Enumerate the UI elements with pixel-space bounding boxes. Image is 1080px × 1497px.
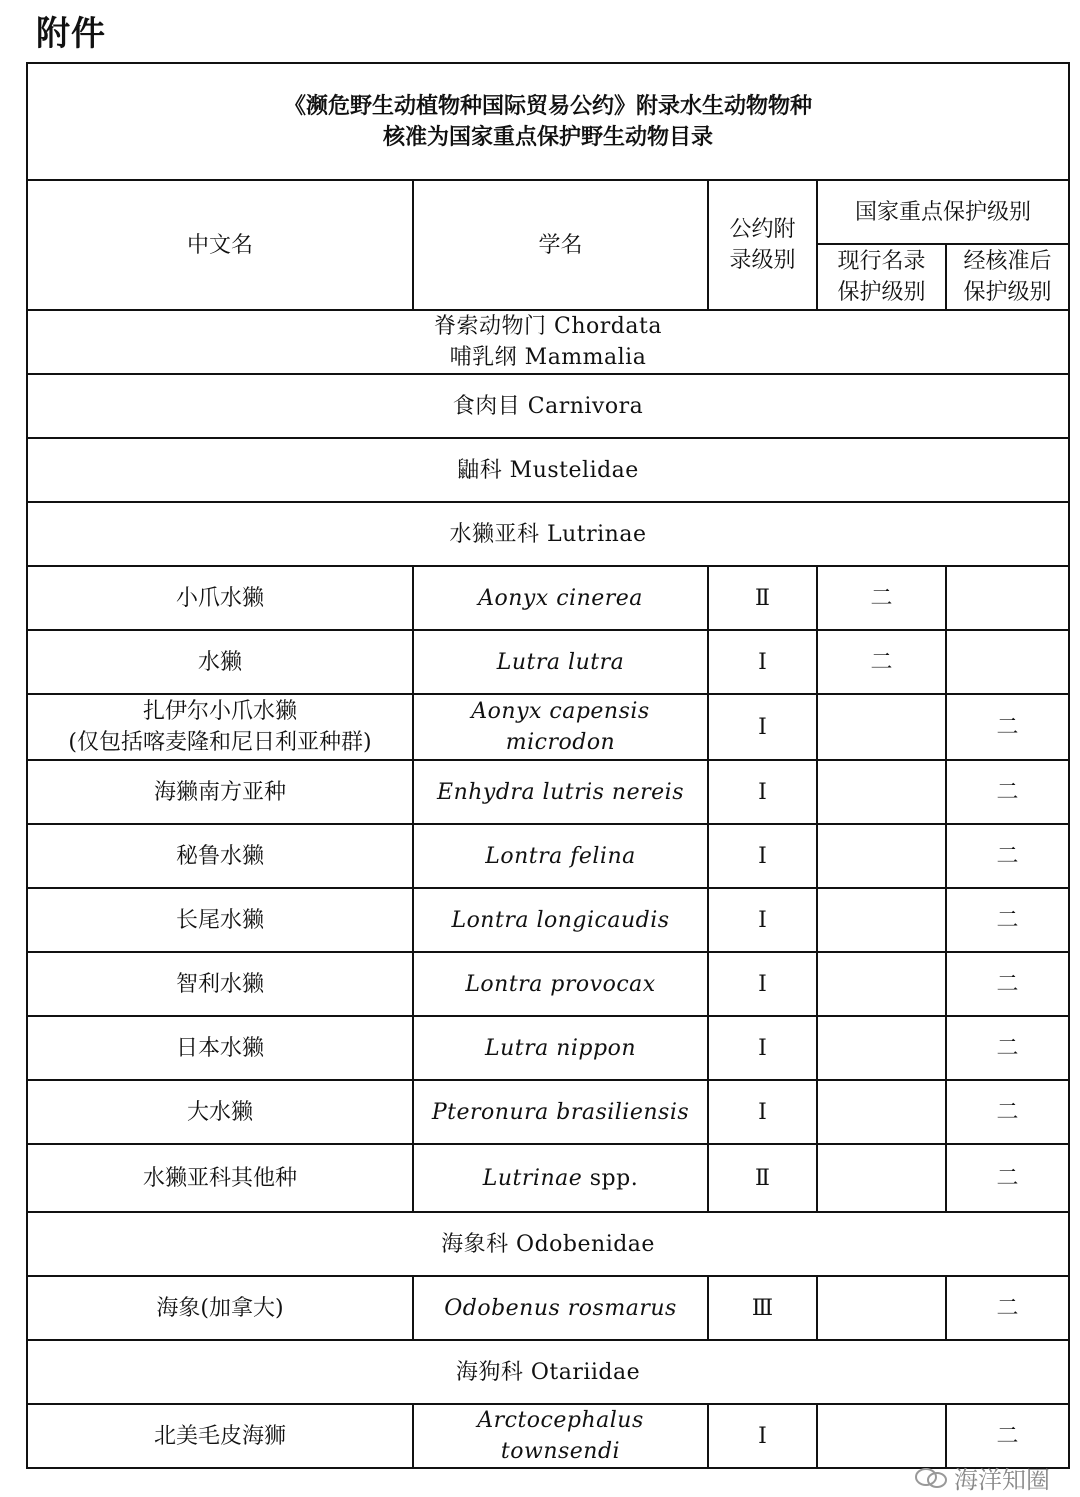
- current-level-cell: [817, 760, 946, 824]
- column-header-approved-level: [946, 244, 1069, 310]
- table-row: [27, 952, 1069, 1016]
- current-level-cell: [817, 952, 946, 1016]
- approved-level-cell: 二: [946, 888, 1069, 952]
- current-level-cell: 二: [817, 566, 946, 630]
- table-row: [27, 760, 1069, 824]
- appendix-level-cell: Ⅱ: [708, 1144, 817, 1212]
- protected-species-table: [26, 62, 1070, 1469]
- species-suffix: spp.: [582, 1165, 639, 1191]
- header-row-1: [27, 180, 1069, 244]
- scientific-name-cell: [413, 694, 708, 760]
- taxon-row: [27, 1340, 1069, 1404]
- scientific-name-line: Aonyx capensis: [471, 699, 650, 724]
- table-row: [27, 1144, 1069, 1212]
- appendix-level-cell: Ⅱ: [708, 566, 817, 630]
- current-level-cell: [817, 1016, 946, 1080]
- chinese-name-line: 智利水獭: [175, 971, 264, 997]
- chinese-name-cell: [27, 1276, 413, 1340]
- taxon-row: [27, 374, 1069, 438]
- table-row: [27, 1016, 1069, 1080]
- approved-level-cell: 二: [946, 1080, 1069, 1144]
- taxon-row: [27, 502, 1069, 566]
- taxon-cell: [27, 438, 1069, 502]
- appendix-level-cell: Ⅰ: [708, 1404, 817, 1468]
- title-line-1: 《濒危野生动植物种国际贸易公约》附录水生动物物种: [284, 93, 813, 119]
- appendix-level-cell: Ⅰ: [708, 630, 817, 694]
- appendix-level-cell: Ⅰ: [708, 952, 817, 1016]
- table-row: [27, 1276, 1069, 1340]
- scientific-name-cell: [413, 760, 708, 824]
- scientific-name-line: Enhydra lutris nereis: [437, 779, 684, 805]
- chinese-name-line: 日本水獭: [175, 1035, 264, 1061]
- chinese-name-line: 水獭亚科其他种: [142, 1165, 297, 1191]
- watermark-text: 海洋知圈: [954, 1466, 1050, 1494]
- chinese-name-line: 海象(加拿大): [156, 1295, 284, 1321]
- current-level-cell: [817, 888, 946, 952]
- approved-level-cell: [946, 630, 1069, 694]
- appendix-level-cell: Ⅰ: [708, 1016, 817, 1080]
- scientific-name-cell: [413, 888, 708, 952]
- current-level-cell: [817, 824, 946, 888]
- appendix-level-cell: Ⅰ: [708, 1080, 817, 1144]
- table-row: [27, 630, 1069, 694]
- scientific-name-line: Lontra longicaudis: [451, 907, 670, 933]
- approved-level-cell: 二: [946, 694, 1069, 760]
- appendix-header-line-2: 录级别: [729, 248, 796, 273]
- scientific-name-line: Lutra lutra: [496, 649, 625, 675]
- approved-level-cell: 二: [946, 1276, 1069, 1340]
- chinese-name-cell: [27, 630, 413, 694]
- chinese-name-line: 扎伊尔小爪水獭: [142, 699, 297, 724]
- approved-level-cell: 二: [946, 760, 1069, 824]
- scientific-name-cell: [413, 1080, 708, 1144]
- table-row: [27, 566, 1069, 630]
- approved-level-cell: 二: [946, 1404, 1069, 1468]
- approved-header-line-2: 保护级别: [963, 280, 1052, 305]
- scientific-name-cell: [413, 1144, 708, 1212]
- current-header-line-1: 现行名录: [837, 249, 926, 274]
- chinese-name-cell: [27, 694, 413, 760]
- chinese-name-line: 水獭: [197, 649, 242, 675]
- approved-level-cell: 二: [946, 1144, 1069, 1212]
- scientific-name-cell: [413, 1404, 708, 1468]
- chinese-name-cell: [27, 566, 413, 630]
- scientific-name-line: [414, 1163, 707, 1194]
- chinese-name-cell: [27, 760, 413, 824]
- appendix-level-cell: Ⅲ: [708, 1276, 817, 1340]
- scientific-name-line: Lutra nippon: [484, 1035, 637, 1061]
- chinese-name-cell: [27, 1404, 413, 1468]
- appendix-level-cell: Ⅰ: [708, 760, 817, 824]
- scientific-name-cell: [413, 566, 708, 630]
- scientific-name-line: microdon: [505, 730, 616, 755]
- current-level-cell: 二: [817, 630, 946, 694]
- taxon-line: 水獭亚科 Lutrinae: [449, 521, 647, 547]
- table-row: [27, 1404, 1069, 1468]
- document-title: [27, 63, 1069, 180]
- column-header-chinese-name: 中文名: [27, 180, 413, 310]
- chinese-name-cell: [27, 1144, 413, 1212]
- scientific-name-cell: [413, 1276, 708, 1340]
- approved-level-cell: 二: [946, 824, 1069, 888]
- chinese-name-line: (仅包括喀麦隆和尼日利亚种群): [68, 730, 372, 755]
- current-header-line-2: 保护级别: [837, 280, 926, 305]
- scientific-name-line: Pteronura brasiliensis: [431, 1099, 690, 1125]
- chinese-name-line: 海獭南方亚种: [153, 779, 286, 805]
- current-level-cell: [817, 1144, 946, 1212]
- taxon-cell: [27, 1212, 1069, 1276]
- table-row: [27, 1080, 1069, 1144]
- scientific-name-line: Lontra provocax: [465, 971, 656, 997]
- taxon-row: [27, 1212, 1069, 1276]
- chinese-name-line: 北美毛皮海狮: [153, 1423, 286, 1449]
- chinese-name-line: 小爪水獭: [175, 585, 264, 611]
- approved-header-line-1: 经核准后: [963, 249, 1052, 274]
- current-level-cell: [817, 1276, 946, 1340]
- chinese-name-cell: [27, 952, 413, 1016]
- scientific-name-cell: [413, 824, 708, 888]
- approved-level-cell: 二: [946, 1016, 1069, 1080]
- chinese-name-cell: [27, 1080, 413, 1144]
- taxon-row: [27, 438, 1069, 502]
- scientific-name-cell: [413, 630, 708, 694]
- scientific-name-cell: [413, 952, 708, 1016]
- scientific-name-line: Odobenus rosmarus: [444, 1295, 677, 1321]
- chinese-name-cell: [27, 824, 413, 888]
- taxon-cell: [27, 1340, 1069, 1404]
- table-row: [27, 694, 1069, 760]
- genus-name: Lutrinae: [482, 1165, 583, 1191]
- chinese-name-line: 长尾水獭: [175, 907, 264, 933]
- table-row: [27, 888, 1069, 952]
- taxon-line: 食肉目 Carnivora: [452, 393, 644, 419]
- appendix-level-cell: Ⅰ: [708, 694, 817, 760]
- taxon-cell: [27, 502, 1069, 566]
- scientific-name-line: Lontra felina: [485, 843, 636, 869]
- appendix-level-cell: Ⅰ: [708, 824, 817, 888]
- table-row: [27, 824, 1069, 888]
- taxon-line: 海象科 Odobenidae: [441, 1231, 655, 1257]
- appendix-header-line-1: 公约附: [729, 217, 796, 242]
- current-level-cell: [817, 694, 946, 760]
- approved-level-cell: 二: [946, 952, 1069, 1016]
- watermark: [914, 1460, 1050, 1495]
- column-header-scientific-name: 学名: [413, 180, 708, 310]
- scientific-name-line: townsendi: [500, 1439, 621, 1464]
- title-line-2: 核准为国家重点保护野生动物目录: [383, 124, 714, 150]
- taxon-cell: [27, 310, 1069, 374]
- taxon-line: 哺乳纲 Mammalia: [449, 345, 647, 370]
- taxon-cell: [27, 374, 1069, 438]
- column-header-national-level: 国家重点保护级别: [817, 180, 1069, 244]
- chinese-name-cell: [27, 1016, 413, 1080]
- taxon-line: 脊索动物门 Chordata: [434, 314, 662, 339]
- column-header-current-level: [817, 244, 946, 310]
- chinese-name-line: 秘鲁水獭: [175, 843, 264, 869]
- taxon-row: [27, 310, 1069, 374]
- chinese-name-cell: [27, 888, 413, 952]
- scientific-name-line: Arctocephalus: [477, 1408, 644, 1433]
- wechat-icon: [914, 1467, 948, 1489]
- taxon-line: 鼬科 Mustelidae: [457, 457, 639, 483]
- scientific-name-cell: [413, 1016, 708, 1080]
- attachment-label: 附件: [36, 14, 106, 54]
- chinese-name-line: 大水獭: [186, 1099, 253, 1125]
- current-level-cell: [817, 1404, 946, 1468]
- title-row: [27, 63, 1069, 180]
- scientific-name-line: Aonyx cinerea: [478, 585, 643, 611]
- current-level-cell: [817, 1080, 946, 1144]
- appendix-level-cell: Ⅰ: [708, 888, 817, 952]
- column-header-appendix-level: [708, 180, 817, 310]
- taxon-line: 海狗科 Otariidae: [455, 1359, 641, 1385]
- approved-level-cell: [946, 566, 1069, 630]
